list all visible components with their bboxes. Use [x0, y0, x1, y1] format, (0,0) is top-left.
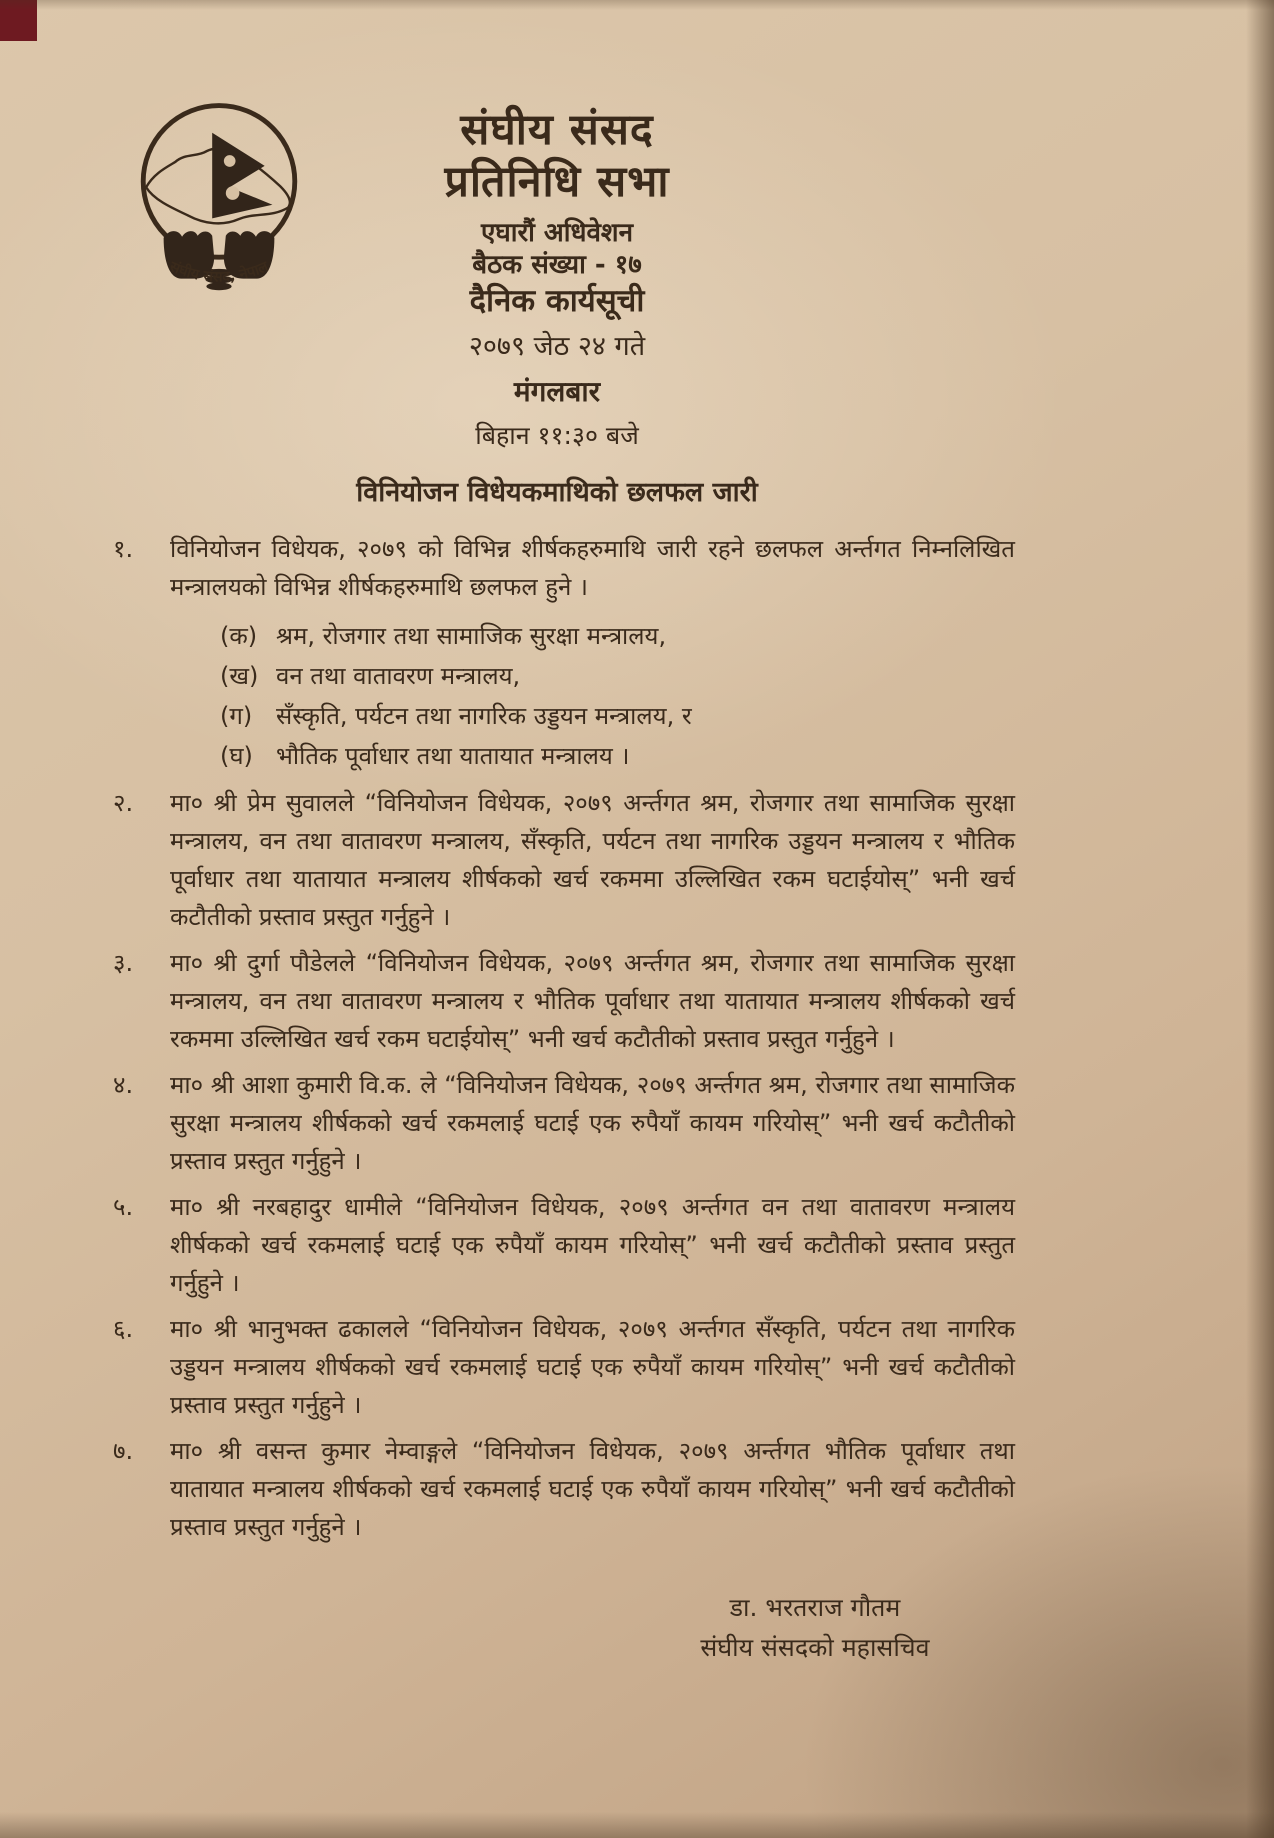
item-paragraph: विनियोजन विधेयक, २०७९ को विभिन्न शीर्षकहरुमाथि जारी रहने छलफल अर्न्तगत निम्नलिखित मन्त्रालयको विभिन्न शीर्षकहरुमाथि छलफल हुने । — [170, 535, 1015, 601]
item-text: मा० श्री प्रेम सुवालले “विनियोजन विधेयक, २०७९ अर्न्तगत श्रम, रोजगार तथा सामाजिक सुरक्षा मन्त्रालय, वन तथा वातावरण मन्त्रालय, सँस्कृति, पर्यटन तथा नागरिक उड्डयन मन्त्रालय र भौतिक पूर्वाधार तथा यातायात मन्त्रालय शीर्षकको खर्च रकममा उल्लिखित रकम घटाईयोस्” भनी खर्च कटौतीको प्रस्ताव प्रस्तुत गर्नुहुने । — [170, 789, 1015, 931]
item-text — [170, 530, 1015, 776]
agenda-item — [113, 1432, 1015, 1546]
item-number: ३. — [113, 949, 134, 977]
bottom-edge-shadow — [0, 1812, 1274, 1838]
agenda-list — [113, 530, 1015, 1554]
date-line: २०७९ जेठ २४ गते — [468, 331, 646, 362]
ministry-sublist — [220, 616, 1015, 776]
signature-block — [655, 1588, 975, 1668]
subject-heading: विनियोजन विधेयकमाथिको छलफल जारी — [356, 477, 758, 508]
sublist-text: वन तथा वातावरण मन्त्रालय, — [276, 662, 521, 690]
item-text: मा० श्री नरबहादुर धामीले “विनियोजन विधेयक, २०७९ अर्न्तगत वन तथा वातावरण मन्त्रालय शीर्षकको खर्च रकमलाई घटाई एक रुपैयाँ कायम गरियोस्” भनी खर्च कटौतीको प्रस्ताव प्रस्तुत गर्नुहुने । — [170, 1193, 1015, 1297]
agenda-item — [113, 1188, 1015, 1302]
signatory-title: संघीय संसदको महासचिव — [700, 1633, 930, 1662]
right-edge-shadow — [1246, 0, 1274, 1838]
item-text: मा० श्री दुर्गा पौडेलले “विनियोजन विधेयक, २०७९ अर्न्तगत श्रम, रोजगार तथा सामाजिक सुरक्षा मन्त्रालय, वन तथा वातावरण मन्त्रालय र भौतिक पूर्वाधार तथा यातायात मन्त्रालय शीर्षकको खर्च रकममा उल्लिखित खर्च रकम घटाईयोस्” भनी खर्च कटौतीको प्रस्ताव प्रस्तुत गर्नुहुने । — [170, 949, 1015, 1053]
sublist-item — [220, 616, 1015, 656]
sublist-item — [220, 696, 1015, 736]
agenda-item — [113, 784, 1015, 936]
weekday-line: मंगलबार — [513, 375, 601, 408]
sublist-item — [220, 736, 1015, 776]
sublist-text: भौतिक पूर्वाधार तथा यातायात मन्त्रालय । — [276, 742, 630, 770]
session-line: एघारौं अधिवेशन — [480, 218, 634, 248]
sublist-item — [220, 656, 1015, 696]
seal-caption: संघीय संसद, नेपाल — [167, 258, 271, 286]
item-text: मा० श्री वसन्त कुमार नेम्वाङ्गले “विनियोजन विधेयक, २०७९ अर्न्तगत भौतिक पूर्वाधार तथा यातायात मन्त्रालय शीर्षकको खर्च रकमलाई घटाई एक रुपैयाँ कायम गरियोस्” भनी खर्च कटौतीको प्रस्ताव प्रस्तुत गर्नुहुने । — [170, 1437, 1015, 1541]
item-number: ४. — [113, 1071, 134, 1099]
assembly-title: प्रतिनिधि सभा — [444, 157, 670, 207]
sublist-label: (ख) — [220, 662, 259, 690]
sublist-text: सँस्कृति, पर्यटन तथा नागरिक उड्डयन मन्त्रालय, र — [276, 702, 692, 730]
item-text: मा० श्री भानुभक्त ढकालले “विनियोजन विधेयक, २०७९ अर्न्तगत सँस्कृति, पर्यटन तथा नागरिक उड्डयन मन्त्रालय शीर्षकको खर्च रकमलाई घटाई एक रुपैयाँ कायम गरियोस्” भनी खर्च कटौतीको प्रस्ताव प्रस्तुत गर्नुहुने । — [170, 1315, 1015, 1419]
item-number: ७. — [113, 1437, 134, 1465]
signatory-name: डा. भरतराज गौतम — [729, 1593, 901, 1622]
item-number: १. — [113, 535, 134, 563]
item-text: मा० श्री आशा कुमारी वि.क. ले “विनियोजन विधेयक, २०७९ अर्न्तगत श्रम, रोजगार तथा सामाजिक सुरक्षा मन्त्रालय शीर्षकको खर्च रकमलाई घटाई एक रुपैयाँ कायम गरियोस्” भनी खर्च कटौतीको प्रस्ताव प्रस्तुत गर्नुहुने । — [170, 1071, 1015, 1175]
meeting-number-line: बैठक संख्या - १७ — [472, 250, 642, 280]
item-number: ६. — [113, 1315, 134, 1343]
org-title: संघीय संसद — [460, 105, 654, 155]
agenda-item — [113, 944, 1015, 1058]
sublist-label: (ग) — [220, 702, 253, 730]
item-number: ५. — [113, 1193, 134, 1221]
agenda-item — [113, 1310, 1015, 1424]
doc-type-title: दैनिक कार्यसूची — [469, 283, 645, 319]
item-number: २. — [113, 789, 134, 817]
agenda-item — [113, 530, 1015, 776]
sublist-label: (क) — [220, 622, 258, 650]
top-edge-shadow — [0, 0, 1274, 10]
sublist-text: श्रम, रोजगार तथा सामाजिक सुरक्षा मन्त्रालय, — [276, 622, 667, 650]
sublist-label: (घ) — [220, 742, 253, 770]
agenda-item — [113, 1066, 1015, 1180]
time-line: बिहान ११:३० बजे — [475, 421, 639, 450]
